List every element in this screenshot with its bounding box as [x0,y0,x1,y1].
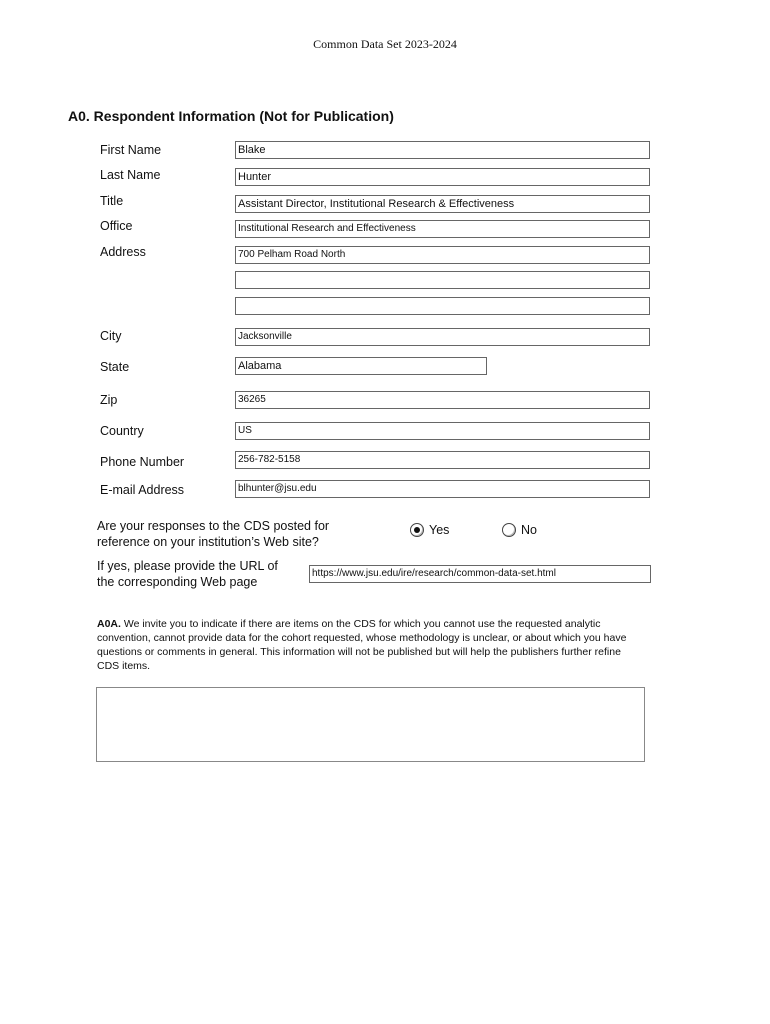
office-field[interactable]: Institutional Research and Effectiveness [235,220,650,238]
email-label: E-mail Address [100,483,185,497]
yes-option[interactable] [410,523,449,537]
state-field[interactable]: Alabama [235,357,487,375]
a0a-text: We invite you to indicate if there are items on the CDS for which you cannot use the requested analytic convention, cannot provide data for the cohort requested, whose methodology is unclear, or about which you have questions or comments in general. This information will not be published but will help the publishers further refine CDS items. [97,618,627,672]
phone-label: Phone Number [100,455,185,469]
document-header: Common Data Set 2023-2024 [313,37,457,51]
email-field[interactable]: blhunter@jsu.edu [235,480,650,498]
a0a-paragraph [97,617,645,673]
address-line2-field[interactable] [235,271,650,289]
radio-selected-dot [414,527,420,533]
section-title: A0. Respondent Information (Not for Publication) [68,108,394,124]
yes-label: Yes [429,523,450,537]
first-name-label: First Name [100,143,162,157]
city-label: City [100,329,122,343]
first-name-field[interactable]: Blake [235,141,650,159]
country-field[interactable]: US [235,422,650,440]
address-line1-field[interactable]: 700 Pelham Road North [235,246,650,264]
no-label: No [521,523,537,537]
posted-question [97,518,329,550]
a0a-comments-box[interactable] [96,687,645,762]
title-label: Title [100,194,124,208]
url-question [97,558,278,590]
zip-label: Zip [100,393,118,407]
city-field[interactable]: Jacksonville [235,328,650,346]
posted-question-line2: reference on your institution’s Web site? [97,535,319,549]
no-option[interactable] [502,523,537,537]
state-label: State [100,360,130,374]
address-label: Address [100,245,146,259]
address-line3-field[interactable] [235,297,650,315]
zip-field[interactable]: 36265 [235,391,650,409]
url-field[interactable]: https://www.jsu.edu/ire/research/common-data-set.html [309,565,651,583]
a0a-heading: A0A. [97,618,121,630]
yes-radio[interactable] [410,523,424,537]
url-question-line1: If yes, please provide the URL of [97,559,278,573]
country-label: Country [100,424,144,438]
title-field[interactable]: Assistant Director, Institutional Research & Effectiveness [235,195,650,213]
last-name-field[interactable]: Hunter [235,168,650,186]
posted-question-line1: Are your responses to the CDS posted for [97,519,330,533]
last-name-label: Last Name [100,168,161,182]
url-question-line2: the corresponding Web page [97,575,258,589]
office-label: Office [100,219,133,233]
no-radio[interactable] [502,523,516,537]
phone-field[interactable]: 256-782-5158 [235,451,650,469]
